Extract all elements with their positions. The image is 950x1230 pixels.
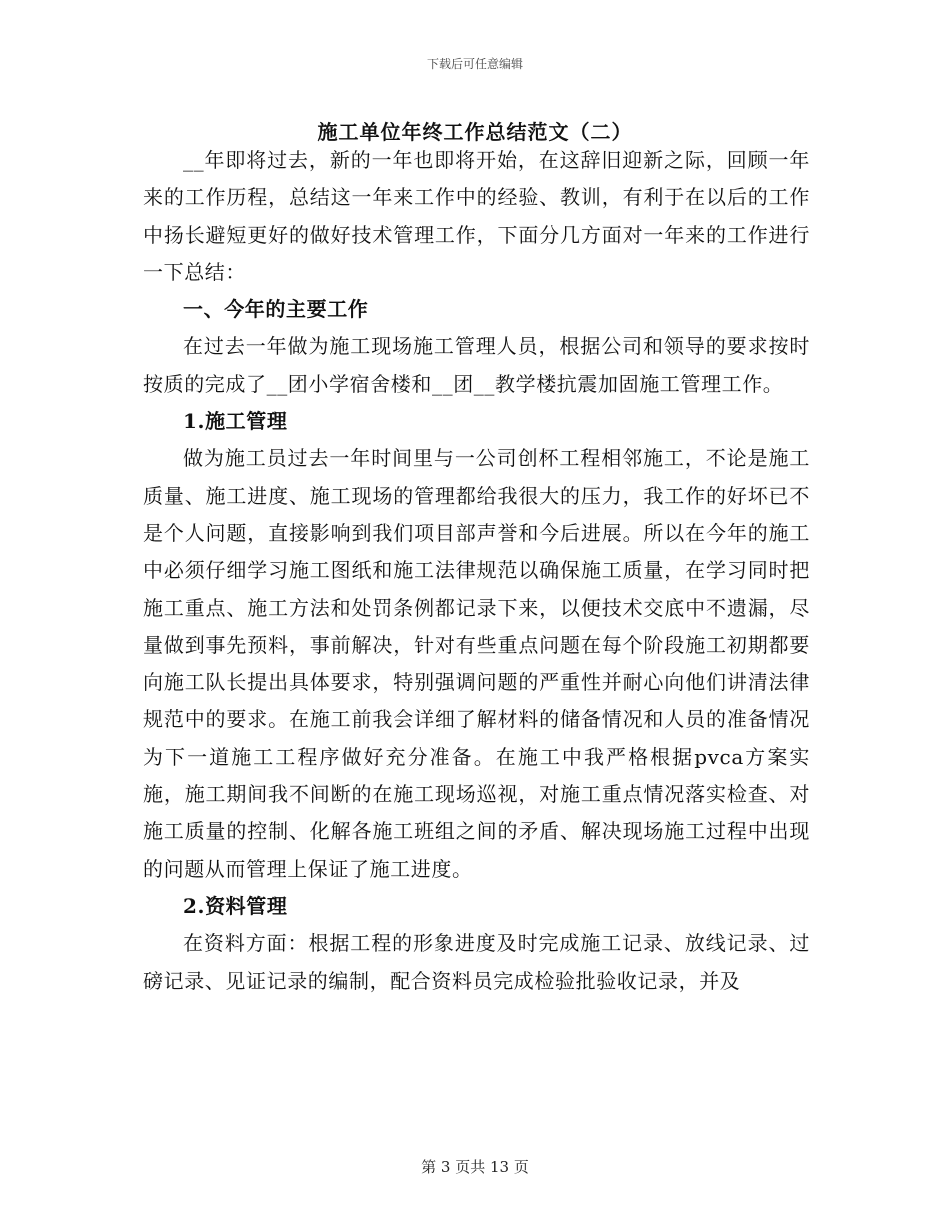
paragraph-main-work: 在过去一年做为施工现场施工管理人员，根据公司和领导的要求按时按质的完成了__团小学宿舍楼和__团__教学楼抗震加固施工管理工作。 [143,334,810,396]
page-footer: 第 3 页共 13 页 [421,1158,529,1176]
header-note: 下载后可任意编辑 [426,57,523,71]
document-title: 施工单位年终工作总结范文（二） [317,120,633,144]
section-heading-document-management: 2.资料管理 [183,893,288,918]
section-heading-main-work: 一、今年的主要工作 [183,297,369,322]
document-body [143,142,810,1000]
section-heading-construction-management: 1.施工管理 [183,409,288,434]
paragraph-document-management: 在资料方面：根据工程的形象进度及时完成施工记录、放线记录、过磅记录、见证记录的编制，配合资料员完成检验批验收记录，并及 [143,931,810,993]
paragraph-intro: __年即将过去，新的一年也即将开始，在这辞旧迎新之际，回顾一年来的工作历程，总结这一年来工作中的经验、教训，有利于在以后的工作中扬长避短更好的做好技术管理工作，下面分几方面对一年来的工作进行一下总结： [143,148,810,284]
paragraph-construction-management: 做为施工员过去一年时间里与一公司创杯工程相邻施工，不论是施工质量、施工进度、施工现场的管理都给我很大的压力，我工作的好坏已不是个人问题，直接影响到我们项目部声誉和今后进展。所以在今年的施工中必须仔细学习施工图纸和施工法律规范以确保施工质量，在学习同时把施工重点、施工方法和处罚条例都记录下来，以便技术交底中不遗漏，尽量做到事先预料，事前解决，针对有些重点问题在每个阶段施工初期都要向施工队长提出具体要求，特别强调问题的严重性并耐心向他们讲清法律规范中的要求。在施工前我会详细了解材料的储备情况和人员的准备情况为下一道施工工程序做好充分准备。在施工中我严格根据pvca方案实施，施工期间我不间断的在施工现场巡视，对施工重点情况落实检查、对施工质量的控制、化解各施工班组之间的矛盾、解决现场施工过程中出现的问题从而管理上保证了施工进度。 [143,446,810,881]
